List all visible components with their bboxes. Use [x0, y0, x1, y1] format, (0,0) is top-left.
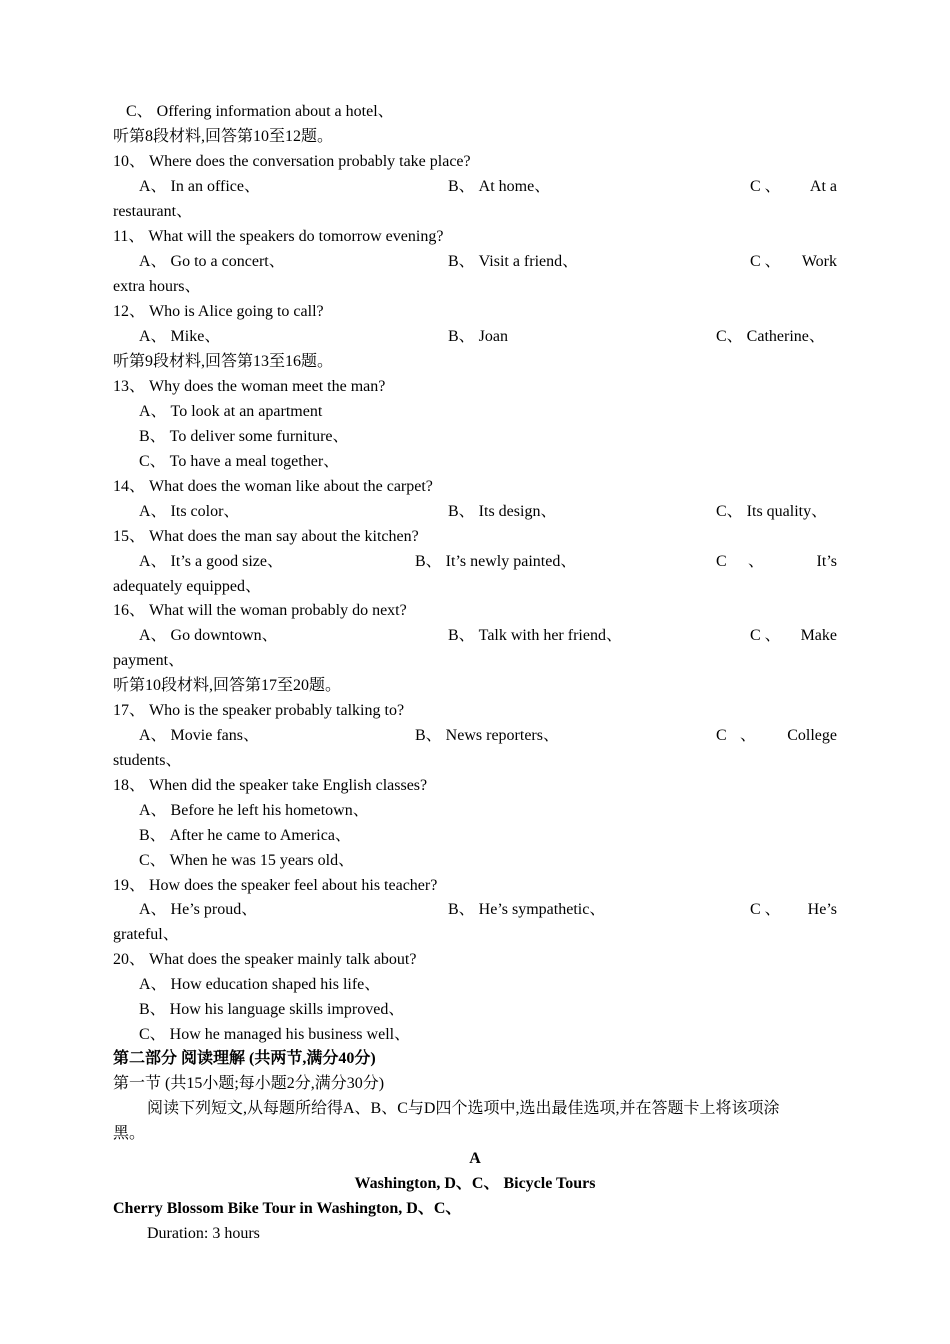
question-20: 20、 What does the speaker mainly talk about?: [113, 951, 417, 968]
q17-option-c-cont: students、: [113, 752, 182, 769]
q11-option-c-text: Work: [801, 253, 837, 270]
q19-option-a: A、 He’s proud、: [139, 901, 258, 918]
q14-option-b: B、 Its design、: [448, 503, 557, 520]
q10-option-b: B、 At home、: [448, 178, 551, 195]
q13-option-b: B、 To deliver some furniture、: [139, 428, 349, 445]
question-19: 19、 How does the speaker feel about his teacher?: [113, 877, 438, 894]
q17-option-c-label: C: [716, 727, 727, 744]
q11-option-c-cont: extra hours、: [113, 278, 201, 295]
q16-option-c-text: Make: [800, 627, 837, 644]
q11-option-a: A、 Go to a concert、: [139, 253, 285, 270]
option-c-q9: C、 Offering information about a hotel、: [126, 103, 394, 120]
q18-option-b: B、 After he came to America、: [139, 827, 351, 844]
tour-duration: Duration: 3 hours: [147, 1225, 260, 1242]
q20-option-b: B、 How his language skills improved、: [139, 1001, 405, 1018]
q18-option-c: C、 When he was 15 years old、: [139, 852, 355, 869]
passage-label: A: [469, 1150, 481, 1167]
q12-option-b: B、 Joan: [448, 328, 509, 345]
q16-option-a: A、 Go downtown、: [139, 627, 278, 644]
q15-option-b: B、 It’s newly painted、: [415, 553, 577, 570]
q13-option-c: C、 To have a meal together、: [139, 453, 340, 470]
q18-option-a: A、 Before he left his hometown、: [139, 802, 369, 819]
part-two-heading: 第二部分 阅读理解 (共两节,满分40分): [113, 1050, 376, 1067]
question-17: 17、 Who is the speaker probably talking to?: [113, 702, 405, 719]
q20-option-a: A、 How education shaped his life、: [139, 976, 381, 993]
q15-option-c-text: It’s: [816, 553, 837, 570]
q12-option-c: C、 Catherine、: [716, 328, 825, 345]
q20-option-c: C、 How he managed his business well、: [139, 1026, 411, 1043]
q10-option-c-text: At a: [809, 178, 837, 195]
question-16: 16、 What will the woman probably do next?: [113, 602, 407, 619]
section-one-heading: 第一节 (共15小题;每小题2分,满分30分): [113, 1075, 385, 1092]
question-11: 11、 What will the speakers do tomorrow evening?: [113, 228, 444, 245]
q16-option-c-label: C 、: [750, 627, 781, 644]
q12-option-a: A、 Mike、: [139, 328, 221, 345]
question-12: 12、 Who is Alice going to call?: [113, 303, 324, 320]
question-10: 10、 Where does the conversation probably take place?: [113, 153, 471, 170]
q17-option-c-text: College: [787, 727, 837, 744]
q15-option-a: A、 It’s a good size、: [139, 553, 283, 570]
question-18: 18、 When did the speaker take English classes?: [113, 777, 428, 794]
section-instruction-9: 听第9段材料,回答第13至16题。: [113, 353, 334, 370]
q17-option-a: A、 Movie fans、: [139, 727, 259, 744]
q14-option-c: C、 Its quality、: [716, 503, 828, 520]
tour-subtitle: Cherry Blossom Bike Tour in Washington, D、C、: [113, 1200, 462, 1217]
section-instruction-10: 听第10段材料,回答第17至20题。: [113, 677, 342, 694]
q19-option-c-text: He’s: [807, 901, 837, 918]
q11-option-b: B、 Visit a friend、: [448, 253, 579, 270]
q10-option-c-label: C 、: [750, 178, 781, 195]
q19-option-b: B、 He’s sympathetic、: [448, 901, 606, 918]
q19-option-c-label: C 、: [750, 901, 781, 918]
q17-option-b: B、 News reporters、: [415, 727, 559, 744]
reading-instructions: 阅读下列短文,从每题所给得A、B、C与D四个选项中,选出最佳选项,并在答题卡上将该项涂: [147, 1100, 780, 1117]
q14-option-a: A、 Its color、: [139, 503, 240, 520]
q13-option-a: A、 To look at an apartment: [139, 403, 323, 420]
q16-option-b: B、 Talk with her friend、: [448, 627, 622, 644]
q11-option-c-label: C 、: [750, 253, 781, 270]
passage-title: Washington, D、C、 Bicycle Tours: [354, 1175, 596, 1192]
q15-option-c-sep: 、: [748, 553, 765, 570]
question-13: 13、 Why does the woman meet the man?: [113, 378, 386, 395]
section-instruction-8: 听第8段材料,回答第10至12题。: [113, 128, 334, 145]
q17-option-c-sep: 、: [740, 727, 757, 744]
q15-option-c-label: C: [716, 553, 727, 570]
q15-option-c-cont: adequately equipped、: [113, 578, 261, 595]
q10-option-c-cont: restaurant、: [113, 203, 193, 220]
question-15: 15、 What does the man say about the kitchen?: [113, 528, 419, 545]
question-14: 14、 What does the woman like about the carpet?: [113, 478, 433, 495]
q19-option-c-cont: grateful、: [113, 926, 179, 943]
q16-option-c-cont: payment、: [113, 652, 185, 669]
reading-instructions-cont: 黑。: [113, 1125, 146, 1142]
q10-option-a: A、 In an office、: [139, 178, 261, 195]
